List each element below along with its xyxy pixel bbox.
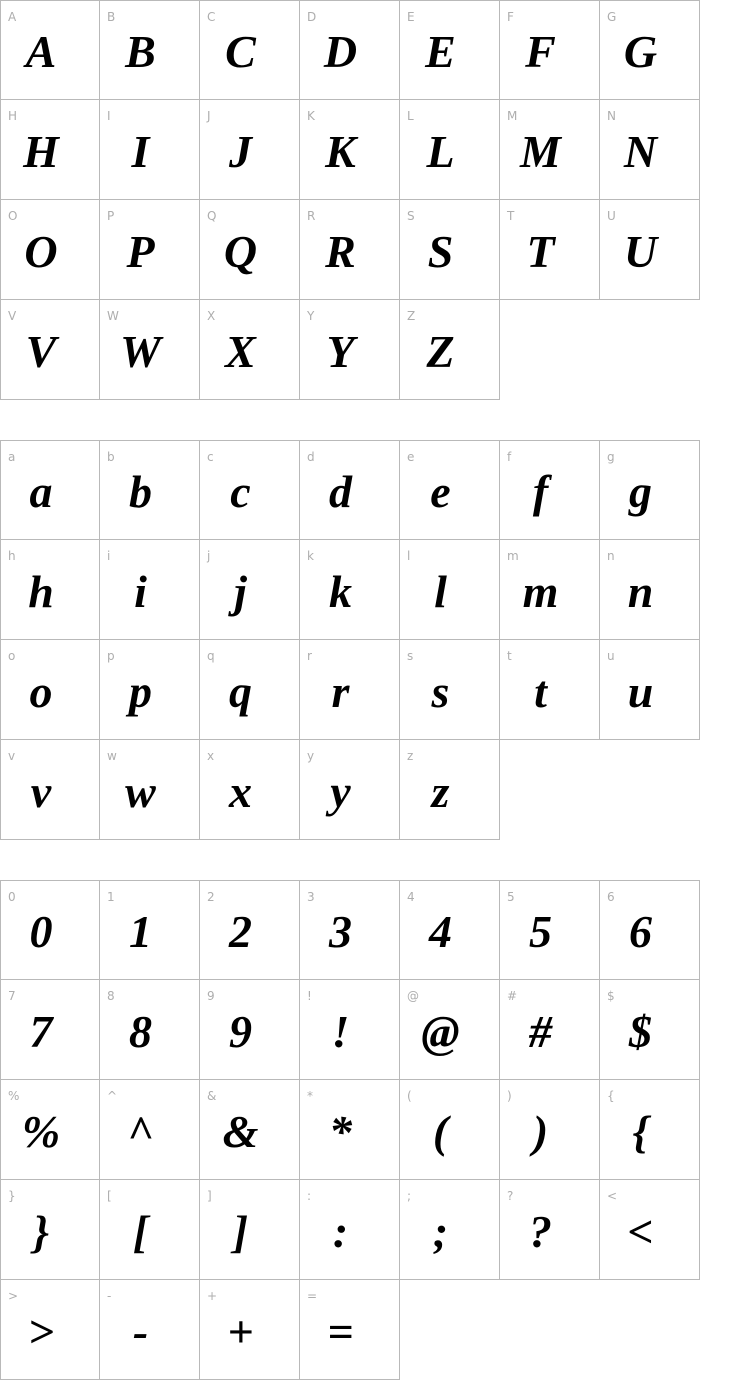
character-glyph-preview: { xyxy=(632,1105,649,1157)
character-label: ) xyxy=(507,1089,512,1103)
glyph-cell xyxy=(600,880,700,980)
character-glyph-preview: & xyxy=(222,1105,259,1157)
glyph-cell xyxy=(600,980,700,1080)
glyph-cell xyxy=(100,880,200,980)
glyph-cell xyxy=(500,440,600,540)
character-glyph-preview: # xyxy=(529,1005,552,1057)
glyph-cell xyxy=(0,880,100,980)
glyph-cell xyxy=(100,200,200,300)
character-label: > xyxy=(8,1289,19,1303)
glyph-cell xyxy=(100,540,200,640)
character-glyph-preview: y xyxy=(330,765,351,817)
character-glyph-preview: b xyxy=(129,466,152,517)
character-glyph-preview: M xyxy=(520,125,561,177)
character-label: 3 xyxy=(307,890,315,904)
glyph-row xyxy=(0,440,740,540)
glyph-cell xyxy=(300,200,400,300)
character-glyph-preview: = xyxy=(327,1305,354,1357)
character-glyph-preview: > xyxy=(27,1305,55,1357)
character-glyph-preview: R xyxy=(325,225,356,277)
character-glyph-preview: I xyxy=(131,125,150,177)
character-glyph-preview: k xyxy=(329,565,352,617)
character-label: 4 xyxy=(407,890,415,904)
glyph-cell xyxy=(100,1280,200,1380)
character-label: u xyxy=(607,649,615,663)
character-glyph-preview: n xyxy=(627,565,654,617)
glyph-cell xyxy=(500,100,600,200)
character-label: e xyxy=(407,450,415,464)
glyph-cell xyxy=(600,1180,700,1280)
glyph-cell xyxy=(600,200,700,300)
character-label: I xyxy=(107,109,111,123)
glyph-cell xyxy=(100,1080,200,1180)
character-glyph-preview: G xyxy=(623,26,658,77)
glyph-cell xyxy=(200,880,300,980)
character-label: w xyxy=(107,749,117,763)
character-glyph-preview: @ xyxy=(421,1005,460,1057)
character-label: l xyxy=(407,549,411,563)
character-label: g xyxy=(607,450,615,464)
character-label: # xyxy=(507,989,518,1003)
character-glyph-preview: s xyxy=(431,665,450,717)
character-label: } xyxy=(8,1189,16,1203)
character-glyph-preview: m xyxy=(522,565,559,617)
glyph-cell xyxy=(400,0,500,100)
character-glyph-preview: q xyxy=(229,665,252,717)
character-label: H xyxy=(8,109,18,123)
character-glyph-preview: ) xyxy=(532,1105,549,1157)
character-label: 8 xyxy=(107,989,115,1003)
character-glyph-preview: Y xyxy=(326,325,355,377)
glyph-cell xyxy=(300,440,400,540)
character-label: b xyxy=(107,450,115,464)
glyph-cell xyxy=(0,0,100,100)
character-label: D xyxy=(307,10,317,24)
character-glyph-preview: P xyxy=(126,225,155,277)
character-glyph-preview: W xyxy=(120,325,161,377)
character-glyph-preview: } xyxy=(32,1205,49,1257)
character-label: F xyxy=(507,10,514,24)
glyph-cell xyxy=(200,540,300,640)
character-glyph-preview: S xyxy=(427,225,454,277)
character-glyph-preview: ? xyxy=(529,1205,552,1257)
character-label: T xyxy=(507,209,515,223)
glyph-cell xyxy=(300,100,400,200)
character-glyph-preview: 2 xyxy=(229,906,252,957)
character-glyph-preview: w xyxy=(125,765,156,817)
glyph-cell xyxy=(300,740,400,840)
character-label: s xyxy=(407,649,414,663)
glyph-cell xyxy=(300,1280,400,1380)
character-label: z xyxy=(407,749,414,763)
glyph-row xyxy=(0,640,740,740)
glyph-cell xyxy=(500,1180,600,1280)
character-glyph-preview: ; xyxy=(432,1205,449,1257)
character-label: q xyxy=(207,649,215,663)
character-glyph-preview: 0 xyxy=(29,906,53,957)
character-label: { xyxy=(607,1089,615,1103)
glyph-cell xyxy=(200,1280,300,1380)
glyph-row xyxy=(0,540,740,640)
character-label: X xyxy=(207,309,216,323)
glyph-cell xyxy=(600,440,700,540)
character-label: = xyxy=(307,1289,318,1303)
character-glyph-preview: a xyxy=(29,466,53,517)
character-glyph-preview: N xyxy=(623,125,658,177)
glyph-row xyxy=(0,300,740,400)
character-label: c xyxy=(207,450,214,464)
glyph-cell xyxy=(600,1080,700,1180)
character-label: p xyxy=(107,649,115,663)
character-glyph-preview: 5 xyxy=(529,906,552,957)
character-label: @ xyxy=(407,989,419,1003)
glyph-row xyxy=(0,1080,740,1180)
character-label: ; xyxy=(407,1189,412,1203)
glyph-cell xyxy=(500,0,600,100)
glyph-cell xyxy=(300,1080,400,1180)
character-label: < xyxy=(607,1189,618,1203)
glyph-cell xyxy=(400,540,500,640)
glyph-cell xyxy=(200,300,300,400)
lowercase-table xyxy=(0,440,740,840)
character-glyph-preview: - xyxy=(132,1305,149,1357)
glyph-cell xyxy=(300,980,400,1080)
character-glyph-preview: V xyxy=(25,325,57,377)
uppercase-table xyxy=(0,0,740,400)
character-glyph-preview: o xyxy=(29,665,53,717)
character-label: ( xyxy=(407,1089,412,1103)
character-label: ! xyxy=(307,989,312,1003)
character-glyph-preview: 1 xyxy=(129,906,152,957)
character-label: r xyxy=(307,649,312,663)
character-label: Q xyxy=(207,209,217,223)
glyph-cell xyxy=(400,740,500,840)
glyph-cell xyxy=(200,100,300,200)
glyph-cell xyxy=(0,1280,100,1380)
character-glyph-preview: A xyxy=(25,26,57,77)
glyph-cell xyxy=(500,640,600,740)
character-glyph-preview: ! xyxy=(331,1005,350,1057)
character-label: i xyxy=(107,549,111,563)
glyph-cell xyxy=(500,1080,600,1180)
character-label: n xyxy=(607,549,615,563)
character-label: B xyxy=(107,10,116,24)
digits-and-symbols-table xyxy=(0,880,740,1380)
character-glyph-preview: u xyxy=(627,665,654,717)
character-glyph-preview: 4 xyxy=(429,906,452,957)
glyph-cell xyxy=(0,1080,100,1180)
glyph-cell xyxy=(300,300,400,400)
character-label: [ xyxy=(107,1189,112,1203)
character-label: G xyxy=(607,10,617,24)
glyph-cell xyxy=(100,640,200,740)
glyph-cell xyxy=(400,640,500,740)
character-glyph-preview: D xyxy=(323,26,358,77)
character-glyph-preview: T xyxy=(526,225,555,277)
glyph-cell xyxy=(600,0,700,100)
character-label: K xyxy=(307,109,315,123)
character-label: y xyxy=(307,749,315,763)
character-glyph-preview: J xyxy=(229,125,252,177)
glyph-cell xyxy=(200,200,300,300)
character-label: k xyxy=(307,549,314,563)
character-glyph-preview: $ xyxy=(629,1005,652,1057)
glyph-cell xyxy=(600,540,700,640)
character-glyph-preview: [ xyxy=(132,1205,149,1257)
glyph-row xyxy=(0,740,740,840)
character-glyph-preview: : xyxy=(332,1205,349,1257)
character-glyph-preview: E xyxy=(425,26,456,77)
glyph-cell xyxy=(100,300,200,400)
glyph-cell xyxy=(0,200,100,300)
character-glyph-preview: 9 xyxy=(229,1005,252,1057)
character-glyph-preview: + xyxy=(227,1305,254,1357)
glyph-cell xyxy=(200,440,300,540)
character-label: - xyxy=(107,1289,112,1303)
glyph-cell xyxy=(300,880,400,980)
glyph-cell xyxy=(0,300,100,400)
glyph-cell xyxy=(500,200,600,300)
character-glyph-preview: K xyxy=(325,125,356,177)
character-label: + xyxy=(207,1289,218,1303)
character-glyph-preview: < xyxy=(627,1205,654,1257)
character-label: P xyxy=(107,209,115,223)
character-label: C xyxy=(207,10,216,24)
character-label: t xyxy=(507,649,512,663)
character-glyph-preview: C xyxy=(225,26,256,77)
character-label: f xyxy=(507,450,512,464)
glyph-cell xyxy=(0,440,100,540)
character-glyph-preview: * xyxy=(329,1105,352,1157)
glyph-cell xyxy=(400,440,500,540)
character-label: J xyxy=(207,109,211,123)
glyph-cell xyxy=(100,740,200,840)
glyph-row xyxy=(0,880,740,980)
character-label: 2 xyxy=(207,890,215,904)
character-glyph-preview: F xyxy=(525,26,556,77)
character-label: S xyxy=(407,209,415,223)
character-glyph-preview: B xyxy=(125,26,156,77)
character-label: ? xyxy=(507,1189,514,1203)
glyph-cell xyxy=(0,640,100,740)
glyph-cell xyxy=(200,640,300,740)
character-label: $ xyxy=(607,989,615,1003)
character-label: Y xyxy=(307,309,315,323)
glyph-cell xyxy=(100,100,200,200)
character-glyph-preview: 3 xyxy=(329,906,352,957)
character-label: v xyxy=(8,749,16,763)
character-glyph-preview: X xyxy=(225,325,256,377)
character-label: % xyxy=(8,1089,20,1103)
character-glyph-preview: i xyxy=(134,565,147,617)
character-label: j xyxy=(207,549,211,563)
glyph-cell xyxy=(100,0,200,100)
glyph-row xyxy=(0,100,740,200)
character-label: A xyxy=(8,10,17,24)
character-glyph-preview: 6 xyxy=(629,906,652,957)
glyph-cell xyxy=(200,0,300,100)
glyph-cell xyxy=(400,300,500,400)
character-label: M xyxy=(507,109,518,123)
character-glyph-preview: d xyxy=(329,466,352,517)
glyph-cell xyxy=(0,980,100,1080)
glyph-cell xyxy=(200,1080,300,1180)
glyph-cell xyxy=(600,100,700,200)
character-label: * xyxy=(307,1089,313,1103)
glyph-row xyxy=(0,1180,740,1280)
character-label: U xyxy=(607,209,616,223)
character-glyph-preview: t xyxy=(534,665,547,717)
character-glyph-preview: l xyxy=(434,565,447,617)
character-label: o xyxy=(8,649,16,663)
character-label: x xyxy=(207,749,215,763)
character-label: R xyxy=(307,209,316,223)
character-label: 7 xyxy=(8,989,16,1003)
character-label: h xyxy=(8,549,16,563)
glyph-cell xyxy=(200,740,300,840)
character-glyph-preview: ( xyxy=(432,1105,449,1157)
character-label: O xyxy=(8,209,18,223)
character-label: V xyxy=(8,309,17,323)
glyph-cell xyxy=(0,100,100,200)
character-glyph-preview: z xyxy=(431,765,450,817)
glyph-cell xyxy=(0,1180,100,1280)
character-glyph-preview: L xyxy=(426,125,455,177)
character-label: W xyxy=(107,309,119,323)
character-glyph-preview: Q xyxy=(223,225,258,277)
glyph-cell xyxy=(300,540,400,640)
character-glyph-preview: h xyxy=(28,565,54,617)
glyph-cell xyxy=(600,640,700,740)
glyph-row xyxy=(0,200,740,300)
glyph-cell xyxy=(0,540,100,640)
character-label: E xyxy=(407,10,415,24)
glyph-cell xyxy=(100,980,200,1080)
character-label: ^ xyxy=(107,1089,118,1103)
character-glyph-preview: x xyxy=(229,765,252,817)
character-label: m xyxy=(507,549,519,563)
glyph-cell xyxy=(500,980,600,1080)
glyph-cell xyxy=(300,0,400,100)
character-label: & xyxy=(207,1089,217,1103)
character-glyph-preview: g xyxy=(629,466,652,517)
character-glyph-preview: Z xyxy=(426,325,455,377)
glyph-cell xyxy=(400,100,500,200)
character-label: d xyxy=(307,450,315,464)
glyph-row xyxy=(0,0,740,100)
glyph-cell xyxy=(400,200,500,300)
character-glyph-preview: c xyxy=(230,466,251,517)
character-label: a xyxy=(8,450,16,464)
character-label: 6 xyxy=(607,890,615,904)
character-glyph-preview: r xyxy=(331,665,350,717)
character-glyph-preview: e xyxy=(430,466,451,517)
character-label: 1 xyxy=(107,890,115,904)
glyph-cell xyxy=(400,880,500,980)
character-label: ] xyxy=(207,1189,212,1203)
character-label: N xyxy=(607,109,616,123)
glyph-row xyxy=(0,1280,740,1380)
glyph-cell xyxy=(400,1080,500,1180)
character-glyph-preview: v xyxy=(30,765,52,817)
character-glyph-preview: % xyxy=(21,1105,61,1157)
glyph-cell xyxy=(300,1180,400,1280)
character-glyph-preview: H xyxy=(23,125,59,177)
glyph-cell xyxy=(400,1180,500,1280)
glyph-row xyxy=(0,980,740,1080)
character-glyph-preview: f xyxy=(532,466,549,517)
glyph-cell xyxy=(100,440,200,540)
glyph-cell xyxy=(200,980,300,1080)
glyph-cell xyxy=(300,640,400,740)
character-label: : xyxy=(307,1189,312,1203)
character-label: 9 xyxy=(207,989,215,1003)
character-label: Z xyxy=(407,309,416,323)
character-glyph-preview: O xyxy=(24,225,58,277)
character-glyph-preview: ^ xyxy=(127,1105,154,1157)
character-glyph-preview: U xyxy=(623,225,658,277)
character-label: 5 xyxy=(507,890,515,904)
character-glyph-preview: ] xyxy=(232,1205,249,1257)
character-label: L xyxy=(407,109,414,123)
glyph-cell xyxy=(200,1180,300,1280)
glyph-cell xyxy=(400,980,500,1080)
character-label: 0 xyxy=(8,890,16,904)
glyph-cell xyxy=(0,740,100,840)
character-glyph-preview: p xyxy=(129,665,152,717)
character-glyph-preview: j xyxy=(234,565,247,617)
character-glyph-preview: 8 xyxy=(129,1005,152,1057)
glyph-cell xyxy=(500,880,600,980)
character-glyph-preview: 7 xyxy=(29,1005,53,1057)
glyph-cell xyxy=(100,1180,200,1280)
glyph-cell xyxy=(500,540,600,640)
